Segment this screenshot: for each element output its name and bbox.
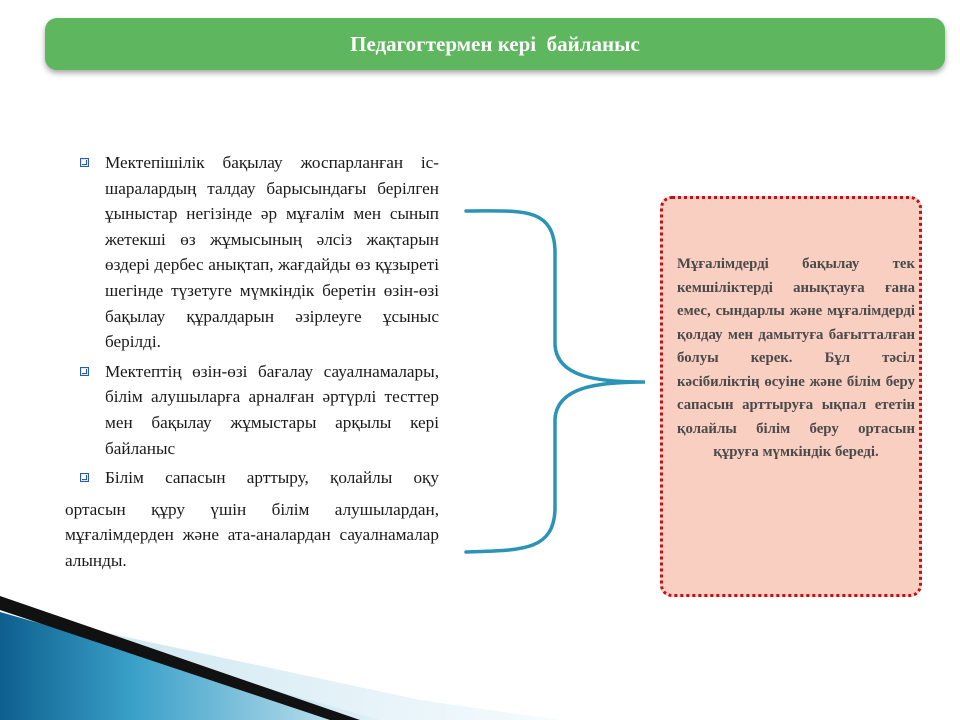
summary-text: Мұғалімдерді бақылау тек кемшіліктерді анықтауға ғана емес, сындарлы және мұғалімдерді қолдау мен дамытуға бағытталған болуы керек. Бұл тәсіл кәсібиліктің өсуіне және білім беру сапасын арттыруға ықпал ететін қолайлы білім беру ортасын құруға мүмкіндік береді. xyxy=(677,256,915,460)
bullet-continuation: ортасын құру үшін білім алушылардан, мұғалімдерден және ата-аналардан сауалнамалар алынды. xyxy=(65,499,439,570)
bullet-text: Мектепішілік бақылау жоспарланған іс-шаралардың талдау барысындағы берілген ұыныстар негізінде әр мұғалім мен сынып жетекші өз жұмысының әлсіз жақтарын өздері дербес анықтап, жағдайды өз құзыреті шегінде түзетуге мүмкіндік беретін өзін-өзі бақылау құралдарын әзірлеуге ұсыныс берілді. xyxy=(105,153,439,352)
page-title: Педагогтермен кері байланыс xyxy=(350,31,640,56)
brace-icon xyxy=(466,211,645,552)
bullet-text: Білім сапасын арттыру, қолайлы оқу xyxy=(105,468,439,488)
bullet-text: Мектептің өзін-өзі бағалау сауалнамалары, білім алушыларға арналған әртүрлі тесттер мен бақылау жұмыстары арқылы кері байланыс xyxy=(105,361,439,458)
